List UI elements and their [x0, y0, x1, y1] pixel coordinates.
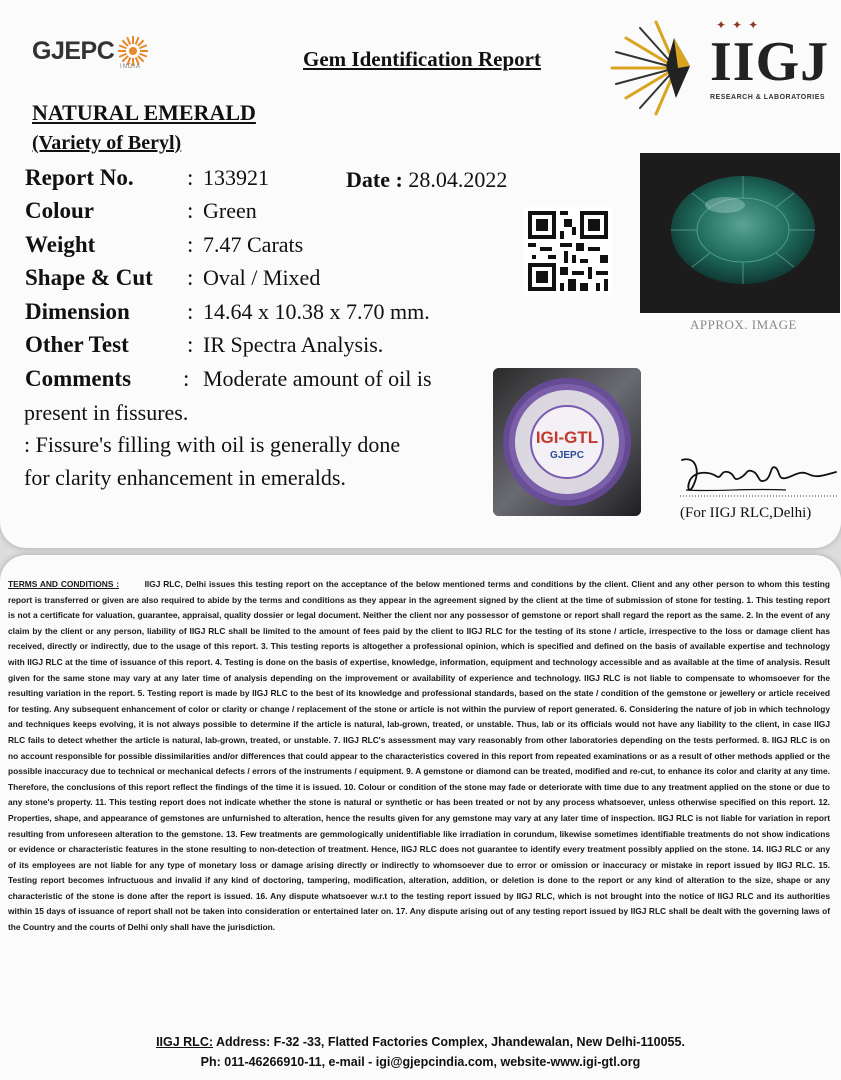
iigj-logo-sub: RESEARCH & LABORATORIES: [710, 94, 826, 101]
signature-image: [676, 450, 841, 500]
iigj-stars: ✦✦✦: [716, 18, 765, 32]
iigj-rays-icon: [606, 18, 706, 118]
address-label: IIGJ RLC:: [156, 1035, 214, 1049]
report-card-back: [0, 555, 841, 1080]
gjepc-logo-sub: INDIA: [120, 64, 142, 70]
terms-and-conditions: [8, 577, 830, 936]
report-number: 133921: [203, 165, 269, 190]
field-date: [346, 167, 507, 193]
stone-name: NATURAL EMERALD: [32, 100, 256, 125]
hologram-sub: GJEPC: [550, 450, 584, 461]
field-label: Report No.: [25, 165, 134, 190]
address-line-1: IIGJ RLC: Address: F-32 -33, Flatted Factories Complex, Jhandewalan, New Delhi-110055.: [156, 1035, 685, 1049]
gjepc-logo-text: GJEPC: [32, 36, 115, 65]
terms-body: IIGJ RLC, Delhi issues this testing report on the acceptance of the below mentioned terms and conditions by the client. Client and any other person to whom this testing report is transferred or given are also required to abide by the terms and conditions as they appear in the agreement signed by the client at the time of submission of stone for testing. 1. This testing report is not a certificate for valuation, guarantee, appraisal, quality dossier or legal document. Neither the client nor any possessor of gemstone or report shall regard the report as the same. 2. In the event of any claim by the client or any person, liability of IIGJ RLC shall be limited to the amount of fees paid by the client to IIGJ RLC for the testing of its stone / article, irrespective to the loss or damage client has received, directly or indirectly, due to the usage of this report. 3. This testing reports is altogether a professional opinion, which is specified and defined on the basis of available expertise and technology with IIGJ RLC at the time of issuance of this report. 4. Testing is done on the basis of expertise, knowledge, information, equipment and technology accessible and as available at the time of analysis. Result given for the same stone may vary at any later time of analysis depending on the improvement or availability of experience and technology. IIGJ RLC is not liable to compensate to whomsoever for the resulting variation in the report. 5. Testing report is made by IIGJ RLC to the best of its knowledge and professional standards, based on the state / condition of the gemstone or jewellery or article received for testing. Any subsequent enhancement of color or clarity or change / replacement of the stone or article is not within the purview of report generated. 6. Considering the nature of job in which technology and techniques keeps evolving, it is not always possible to determine if the article is natural, lab-grown, treated, or unstable. Thus, lab or its officials would not have any liability to the client, in case IIGJ RLC fails to detect whether the article is natural, lab-grown, treated, or unstable. 7. IIGJ RLC's assessment may vary reasonably from other laboratories depending on the tests performed. 8. IIGJ RLC is on no account responsible for possible dissimilarities and/or differences that could appear to the characteristics covered in this report from repeated examinations or as a result of other methods applied or the possible inaccuracy due to technical or mechanical defects / errors of the instruments / equipment. 9. A gemstone or diamond can be treated, modified and re-cut, to enhance its color and clarity at any time. Therefore, the conclusions of this report reflect the findings of the time it is issued. 10. Colour or condition of the stone may fade or deteriorate with time due to any treatment applied on the stone or due to any stone's property. 11. This testing report does not indicate whether the stone is natural or synthetic or has been treated or not by any process whatsoever, unless otherwise specified on this report. 12. Properties, shape, and appearance of gemstones are unfurnished to alteration, hence the results given for any gemstone may vary at any later time of inspection. IIGJ RLC is not liable for variation in report resulting from unforeseen alteration to the gemstone. 13. Few treatments are gemmologically unidentifiable like irradiation in corundum, likewise sometimes identifiable treatments do not show indications or evidence or characteristic features in the stone resulting to non-detection of treatment. Hence, IIGJ RLC does not guarantee to identify every treatment possibly applied on the stone. 14. IIGJ RLC or any of its employees are not liable for any type of monetary loss or damage arising directly or indirectly to whomsoever due to error or omission or inaccuracy or mistake in report issued by IIGJ RLC. 15. Testing report becomes infructuous and invalid if any kind of doctoring, tampering, modification, alteration, addition, or deletion is done to the report or any kind of alteration to the size, shape or any characteristic of the stone is done after the report is issued. 16. Any dispute whatsoever w.r.t to the testing report issued by IIGJ RLC, which is not brought into the notice of IIGJ RLC and its authorities within 15 days of issuance of report shall not be taken into consideration or entertained later on. 17. Any dispute arising out of any testing report issued by IIGJ RLC shall be dealt with the governing laws of the Country and the courts of Delhi only shall have the jurisdiction.: [8, 579, 830, 933]
gjepc-sun-icon: [116, 34, 150, 68]
gjepc-logo: [32, 34, 150, 68]
signature-label: (For IIGJ RLC,Delhi): [680, 505, 812, 521]
report-card-front: GJEPC INDIA Gem Identification Report ✦✦✦ IIGJ RESEARCH & LABORATORIES NATURAL EMERALD (Variety of Beryl) Report No. : 133921 Date : 28.04.2022 Colour : Green Weight : 7.47 Carats Shape & Cut : Oval / Mixed Dimension : 14.64 x 10.38 x 7.70 mm. Other Test : IR Spectra Analysis. Comments : Moderate amount of oil is present in fissures. : Fissure's filling with oil is generally done for clarity enhancement in emeralds. APPROX. IMAGE IGI-GTL GJEPC (For IIGJ RLC,Delhi): [0, 0, 841, 548]
comment-line-2: present in fissures.: [24, 400, 189, 425]
emerald-stone-icon: [640, 153, 840, 313]
stone-variety: (Variety of Beryl): [32, 132, 182, 154]
iigj-logo: [606, 18, 836, 118]
report-title: Gem Identification Report: [303, 47, 541, 71]
stone-photo: [640, 153, 840, 313]
date-label: Date :: [346, 167, 403, 192]
address-line-2: Ph: 011-46266910-11, e-mail - igi@gjepcindia.com, website-www.igi-gtl.org: [200, 1055, 641, 1069]
comment-line-4: for clarity enhancement in emeralds.: [24, 465, 346, 490]
image-caption: APPROX. IMAGE: [690, 317, 797, 332]
iigj-logo-text: IIGJ: [710, 31, 830, 93]
date-value: 28.04.2022: [408, 167, 508, 192]
terms-heading: TERMS AND CONDITIONS :: [8, 579, 120, 589]
hologram-text: IGI-GTL: [535, 428, 599, 447]
qr-code: [524, 204, 612, 298]
igi-gtl-hologram: [493, 368, 641, 516]
comment-line-3: : Fissure's filling with oil is generally done: [24, 432, 401, 457]
